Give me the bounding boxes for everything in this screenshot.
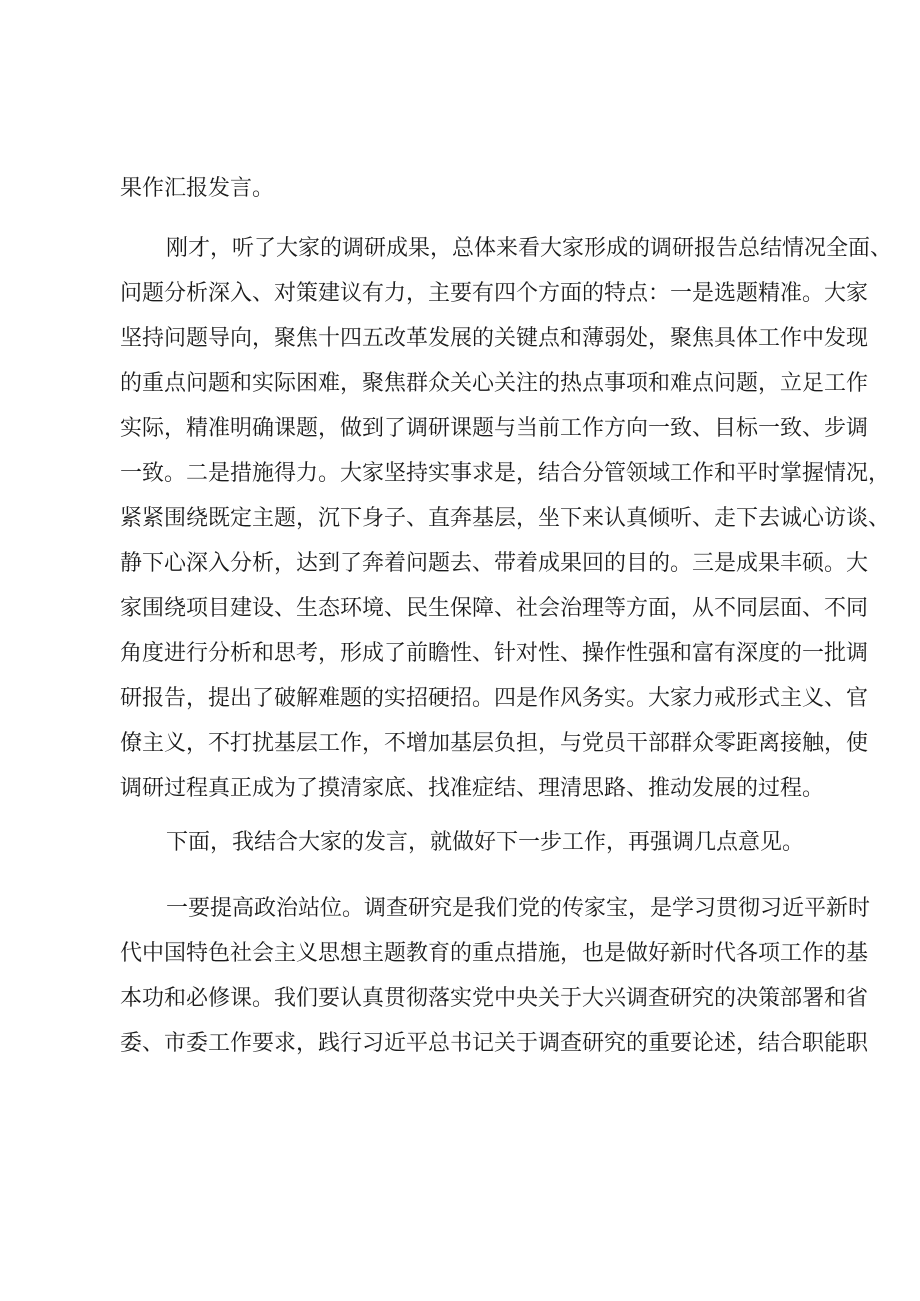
- text-line: 代中国特色社会主义思想主题教育的重点措施，也是做好新时代各项工作的基: [120, 941, 869, 966]
- text-line: 研报告，提出了破解难题的实招硬招。四是作风务实。大家力戒形式主义、官: [120, 686, 869, 711]
- text-line: 本功和必修课。我们要认真贯彻落实党中央关于大兴调查研究的决策部署和省: [120, 986, 869, 1011]
- paragraph-first-line: 刚才，听了大家的调研成果，总体来看大家形成的调研报告总结情况全面、: [166, 236, 893, 261]
- paragraph-first-line: 一要提高政治站位。调查研究是我们党的传家宝，是学习贯彻习近平新时: [166, 896, 871, 921]
- text-line: 果作汇报发言。: [120, 176, 275, 201]
- text-line: 家围绕项目建设、生态环境、民生保障、社会治理等方面，从不同层面、不同: [120, 596, 869, 621]
- text-line: 下面，我结合大家的发言，就做好下一步工作，再强调几点意见。: [166, 830, 805, 855]
- text-line: 僚主义，不打扰基层工作，不增加基层负担，与党员干部群众零距离接触，使: [120, 731, 869, 756]
- paragraph-last-line: 调研过程真正成为了摸清家底、找准症结、理清思路、推动发展的过程。: [120, 776, 825, 801]
- text-line: 问题分析深入、对策建议有力，主要有四个方面的特点：一是选题精准。大家: [120, 281, 869, 306]
- text-line: 委、市委工作要求，践行习近平总书记关于调查研究的重要论述，结合职能职: [120, 1031, 869, 1056]
- text-line: 坚持问题导向，聚焦十四五改革发展的关键点和薄弱处，聚焦具体工作中发现: [120, 326, 869, 351]
- text-line: 实际，精准明确课题，做到了调研课题与当前工作方向一致、目标一致、步调: [120, 416, 869, 441]
- text-line: 角度进行分析和思考，形成了前瞻性、针对性、操作性强和富有深度的一批调: [120, 641, 869, 666]
- text-line: 一致。二是措施得力。大家坚持实事求是，结合分管领域工作和平时掌握情况，: [120, 461, 891, 486]
- text-line: 紧紧围绕既定主题，沉下身子、直奔基层，坐下来认真倾听、走下去诚心访谈、: [120, 506, 891, 531]
- text-line: 静下心深入分析，达到了奔着问题去、带着成果回的目的。三是成果丰硕。大: [120, 551, 869, 576]
- text-line: 的重点问题和实际困难，聚焦群众关心关注的热点事项和难点问题，立足工作: [120, 371, 869, 396]
